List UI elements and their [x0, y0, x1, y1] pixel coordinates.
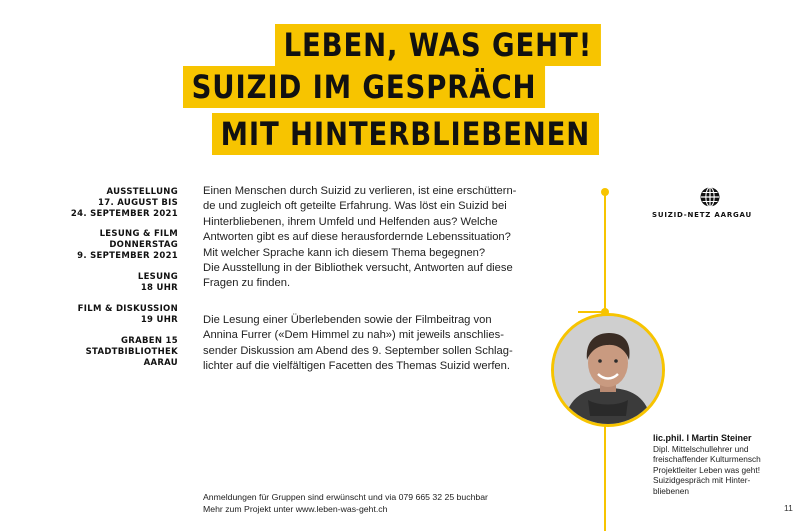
schedule-location [38, 336, 178, 369]
schedule-line: AARAU [143, 358, 178, 368]
body-line: Antworten gibt es auf diese herausfordernde Lebenssituation? [203, 231, 511, 244]
schedule-line: 17. AUGUST BIS [98, 198, 178, 208]
schedule-line: 19 UHR [140, 315, 178, 325]
body-line: Annina Furrer («Dem Himmel zu nah») mit jeweils anschlies- [203, 329, 504, 342]
caption-line: bliebenen [653, 485, 689, 496]
body-paragraph-1 [203, 184, 548, 292]
schedule-reading-film [38, 229, 178, 262]
portrait-photo [551, 313, 665, 427]
schedule-film-discussion [38, 304, 178, 326]
timeline-dot-top [601, 188, 609, 196]
photo-caption [653, 432, 803, 496]
body-line: Hinterbliebenen, ihrem Umfeld und Helfenden aus? Welche [203, 215, 498, 228]
headline-line-1: LEBEN, WAS GEHT! [275, 24, 601, 66]
schedule-line: STADTBIBLIOTHEK [85, 347, 178, 357]
body-paragraph-2 [203, 313, 548, 375]
body-line: de und zugleich oft geteilte Erfahrung. Was löst ein Suizid bei [203, 200, 507, 213]
schedule-line: 18 UHR [140, 283, 178, 293]
globe-icon [700, 187, 720, 207]
body-line: Die Ausstellung in der Bibliothek versucht, Antworten auf diese [203, 262, 513, 275]
logo-text: SUIZID-NETZ AARGAU [652, 211, 753, 219]
caption-line: freischaffender Kulturmensch [653, 454, 761, 465]
schedule-line: 9. SEPTEMBER 2021 [77, 251, 178, 261]
body-line: Die Lesung einer Überlebenden sowie der Filmbeitrag von [203, 314, 492, 326]
schedule-line: FILM & DISKUSSION [77, 304, 178, 314]
caption-line: Suizidgespräch mit Hinter- [653, 475, 751, 486]
body-line: Fragen zu finden. [203, 277, 291, 290]
schedule-line: DONNERSTAG [109, 240, 178, 250]
schedule-line: GRABEN 15 [121, 336, 178, 346]
caption-line: Dipl. Mittelschullehrer und [653, 444, 749, 454]
body-line: Mit welcher Sprache kann ich diesem Thema begegnen? [203, 246, 486, 259]
footer [203, 492, 488, 515]
footer-project-link[interactable]: Mehr zum Projekt unter www.leben-was-geht.ch [203, 503, 388, 514]
headline-line-3: MIT HINTERBLIEBENEN [212, 113, 599, 155]
schedule-line: 24. SEPTEMBER 2021 [70, 209, 178, 219]
caption-name: lic.phil. I Martin Steiner [653, 433, 752, 443]
caption-line: Projektleiter Leben was geht! [653, 464, 761, 475]
schedule-exhibition [38, 187, 178, 220]
headline-line-2: SUIZID IM GESPRÄCH [183, 66, 545, 108]
footer-registration: Anmeldungen für Gruppen sind erwünscht und via 079 665 32 25 buchbar [203, 492, 488, 502]
schedule-reading [38, 272, 178, 294]
body-line: Einen Menschen durch Suizid zu verlieren, ist eine erschüttern- [203, 185, 517, 197]
page-number: 11 [784, 503, 793, 513]
body-line: lichter auf die vielfältigen Facetten des Themas Suizid werfen. [203, 360, 510, 373]
schedule-line: AUSSTELLUNG [106, 187, 178, 197]
body-line: sender Diskussion am Abend des 9. September sollen Schlag- [203, 344, 513, 357]
schedule-line: LESUNG & FILM [99, 229, 178, 239]
portrait-illustration [554, 316, 662, 424]
schedule-line: LESUNG [137, 272, 178, 282]
